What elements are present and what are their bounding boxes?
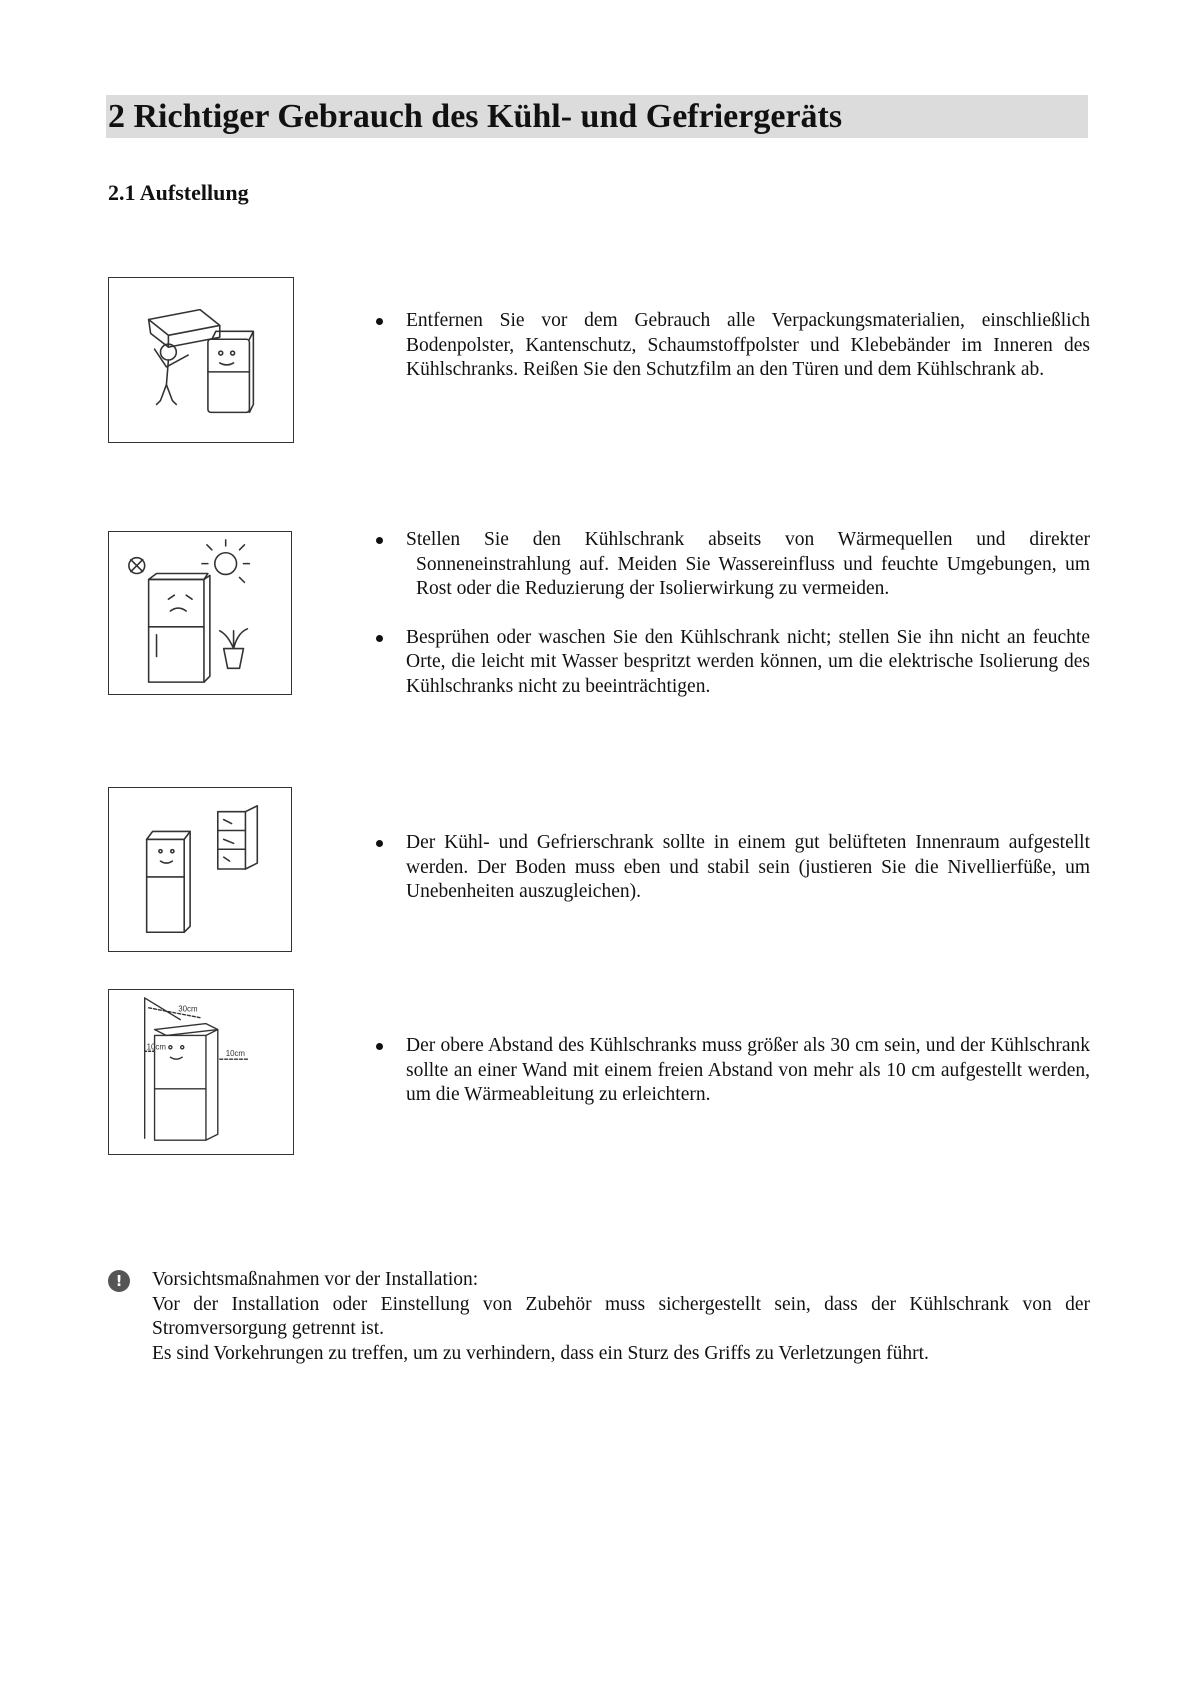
- unpacking-illustration: [108, 277, 294, 443]
- chapter-heading: 2 Richtiger Gebrauch des Kühl- und Gefriergeräts: [106, 95, 1088, 138]
- instruction-block-2: [372, 528, 1090, 699]
- exclamation-icon: !: [108, 1270, 130, 1292]
- caution-text-1: Vor der Installation oder Einstellung von Zubehör muss sichergestellt sein, dass der Kühlschrank von der Stromversorgung getrennt ist.: [152, 1293, 1090, 1339]
- left-clearance-label: 10cm: [146, 1042, 166, 1052]
- ventilated-room-illustration: [108, 787, 292, 952]
- list-item: Der obere Abstand des Kühlschranks muss größer als 30 cm sein, und der Kühlschrank sollte an einer Wand mit einem freien Abstand von mehr als 10 cm aufgestellt werden, um die Wärmeableitung zu erleichtern.: [372, 1034, 1090, 1108]
- instruction-block-3: [372, 831, 1090, 905]
- list-item-first-line: Stellen Sie den Kühlschrank abseits von Wärmequellen und direkter: [406, 529, 1090, 550]
- no-heat-moisture-illustration: [108, 531, 292, 695]
- caution-text-2: Es sind Vorkehrungen zu treffen, um zu verhindern, dass ein Sturz des Griffs zu Verletzungen führt.: [152, 1342, 929, 1364]
- instruction-block-1: [372, 309, 1090, 383]
- list-item: Der Kühl- und Gefrierschrank sollte in einem gut belüfteten Innenraum aufgestellt werden. Der Boden muss eben und stabil sein (justieren Sie die Nivellierfüße, um Unebenheiten auszugleichen).: [372, 831, 1090, 905]
- section-heading: 2.1 Aufstellung: [108, 180, 249, 205]
- list-item: Besprühen oder waschen Sie den Kühlschrank nicht; stellen Sie ihn nicht an feuchte Orte, die leicht mit Wasser bespritzt werden können, um die elektrische Isolierung des Kühlschranks nicht zu beeinträchtigen.: [372, 626, 1090, 700]
- clearance-illustration: [108, 989, 294, 1155]
- list-item: [372, 528, 1090, 602]
- instruction-block-4: [372, 1034, 1090, 1108]
- top-clearance-label: 30cm: [178, 1004, 198, 1014]
- caution-note: [108, 1268, 1090, 1366]
- list-item: Entfernen Sie vor dem Gebrauch alle Verpackungsmaterialien, einschließlich Bodenpolster, Kantenschutz, Schaumstoffpolster und Klebebänder im Inneren des Kühlschranks. Reißen Sie den Schutzfilm an den Türen und dem Kühlschrank ab.: [372, 309, 1090, 383]
- caution-title: Vorsichtsmaßnahmen vor der Installation:: [152, 1269, 479, 1290]
- side-clearance-label: 10cm: [225, 1049, 245, 1059]
- list-item-continuation: Sonneneinstrahlung auf. Meiden Sie Wassereinfluss und feuchte Umgebungen, um Rost oder die Reduzierung der Isolierwirkung zu vermeiden.: [416, 553, 1090, 599]
